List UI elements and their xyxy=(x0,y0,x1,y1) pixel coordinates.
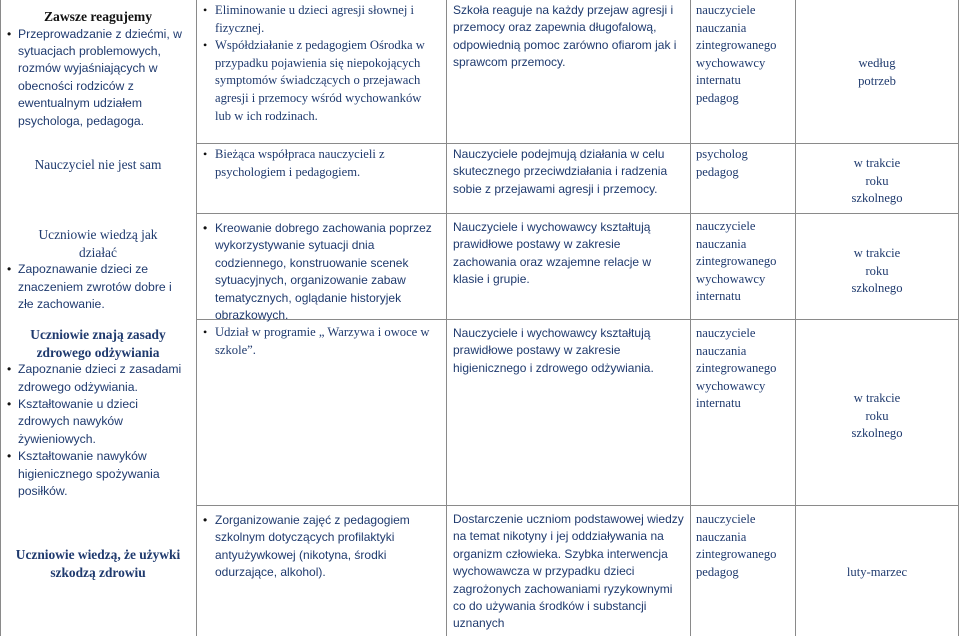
col2-row3 xyxy=(198,220,444,360)
responsible-line: nauczania xyxy=(696,20,747,35)
col5-row3 xyxy=(797,245,957,298)
goal-text: Nauczyciele podejmują działania w celu skutecznego przeciwdziałania i radzenia sobie z przejawami agresji i przemocy. xyxy=(453,147,668,196)
responsible-line: wychowawcy xyxy=(696,271,766,286)
row-divider xyxy=(196,143,959,144)
col1-section-healthy-eating xyxy=(2,326,194,500)
section-title: Uczniowie wiedzą, że używki szkodzą zdrowiu xyxy=(15,547,181,580)
responsible-line: wychowawcy xyxy=(696,55,766,70)
col1-section-teacher xyxy=(2,156,194,174)
column-divider xyxy=(690,0,691,636)
col1-section-substances xyxy=(2,546,194,581)
col4-row1 xyxy=(692,2,794,108)
responsible-line: psycholog xyxy=(696,147,748,161)
col3-row5 xyxy=(449,511,689,633)
deadline-line: szkolnego xyxy=(851,191,903,206)
section-title: Uczniowie wiedzą jak działać xyxy=(38,227,158,260)
list-item: • Udział w programie „ Warzywa i owoce w szkole”. xyxy=(202,324,440,359)
responsible-line: wychowawcy xyxy=(696,378,766,393)
responsible-line: nauczania xyxy=(696,236,747,251)
list-item: • Eliminowanie u dzieci agresji słownej i fizycznej. xyxy=(202,2,440,37)
goal-text: Szkoła reaguje na każdy przejaw agresji i przemocy oraz zapewnia długofalową, odpowiednią pomoc zarówno ofiarom jak i sprawcom przemocy. xyxy=(453,3,677,70)
col3-row2 xyxy=(449,146,689,198)
responsible-line: zintegrowanego xyxy=(696,38,777,53)
list-item: • Kreowanie dobrego zachowania poprzez wykorzystywanie sytuacji dnia codziennego, konstruowanie scenek sytuacyjnych, organizowanie zabaw tematycznych, oglądanie historyjek obrazkowych. xyxy=(202,220,440,324)
row-divider xyxy=(196,505,959,506)
col5-row1 xyxy=(797,55,957,90)
responsible-line: internatu xyxy=(696,73,741,88)
list-item: • Bieżąca współpraca nauczycieli z psychologiem i pedagogiem. xyxy=(202,146,440,181)
col4-row3 xyxy=(692,218,794,306)
list-item: • Kształtowanie nawyków higienicznego spożywania posiłków. xyxy=(6,448,190,500)
goal-text: Nauczyciele i wychowawcy kształtują prawidłowe postawy w zakresie zachowania oraz wzajemne relacje w klasie i grupie. xyxy=(453,220,652,287)
col5-row2 xyxy=(797,155,957,208)
col5-row5 xyxy=(797,564,957,582)
goal-text: Nauczyciele i wychowawcy kształtują prawidłowe postawy w zakresie higienicznego i zdrowego odżywiania. xyxy=(453,326,654,375)
section-title: Zawsze reagujemy xyxy=(43,9,153,24)
responsible-line: nauczyciele xyxy=(696,219,756,233)
col1-section-know-how xyxy=(2,226,194,313)
col2-row2 xyxy=(198,146,444,181)
responsible-line: nauczyciele xyxy=(696,3,756,17)
deadline-line: luty-marzec xyxy=(846,565,908,579)
section-title: Nauczyciel nie jest sam xyxy=(34,157,162,172)
row-divider xyxy=(196,213,959,214)
list-item: • Współdziałanie z pedagogiem Ośrodka w przypadku pojawienia się niepokojących symptomów świadczących o przejawach agresji i przemocy wśród wychowanków lub w ich rodzinach. xyxy=(202,37,440,125)
col1-section-always-react xyxy=(2,8,194,130)
col3-row3 xyxy=(449,219,689,289)
col2-row1 xyxy=(198,2,444,125)
deadline-line: w trakcie xyxy=(853,391,901,405)
list-item: • Przeprowadzanie z dziećmi, w sytuacjach problemowych, rozmów wyjaśniających w obecności rodziców z ewentualnym udziałem psychologa, pedagoga. xyxy=(6,26,190,130)
responsible-line: nauczania xyxy=(696,529,747,544)
table-border-right xyxy=(958,0,959,636)
responsible-line: internatu xyxy=(696,289,741,304)
list-item: • Zapoznanie dzieci z zasadami zdrowego odżywiania. xyxy=(6,361,190,396)
deadline-line: w trakcie xyxy=(853,246,901,260)
responsible-line: nauczania xyxy=(696,343,747,358)
deadline-line: według xyxy=(858,56,896,70)
responsible-line: zintegrowanego xyxy=(696,254,777,269)
col4-row2 xyxy=(692,146,794,181)
responsible-line: nauczyciele xyxy=(696,326,756,340)
col3-row1 xyxy=(449,2,689,72)
col4-row5 xyxy=(692,511,794,581)
deadline-line: roku xyxy=(865,408,889,423)
responsible-line: zintegrowanego xyxy=(696,547,777,562)
column-divider xyxy=(446,0,447,636)
deadline-line: szkolnego xyxy=(851,281,903,296)
responsible-line: internatu xyxy=(696,396,741,411)
col2-row5 xyxy=(198,512,444,582)
responsible-line: pedagog xyxy=(696,164,739,179)
column-divider xyxy=(196,0,197,636)
responsible-line: pedagog xyxy=(696,564,739,579)
list-item: • Zapoznawanie dzieci ze znaczeniem zwrotów dobre i złe zachowanie. xyxy=(6,261,190,313)
responsible-line: nauczyciele xyxy=(696,512,756,526)
deadline-line: roku xyxy=(865,173,889,188)
col4-row4 xyxy=(692,325,794,413)
list-item: • Zorganizowanie zajęć z pedagogiem szkolnym dotyczących profilaktyki antyużywkowej (nikotyna, środki odurzające, alkohol). xyxy=(202,512,440,582)
col5-row4 xyxy=(797,390,957,443)
table-border-left xyxy=(0,0,1,636)
section-title: Uczniowie znają zasady zdrowego odżywiania xyxy=(30,327,166,360)
deadline-line: w trakcie xyxy=(853,156,901,170)
deadline-line: potrzeb xyxy=(858,73,896,88)
goal-text: Dostarczenie uczniom podstawowej wiedzy na temat nikotyny i jej oddziaływania na organizm człowieka. Szybka interwencja wychowawcza w przypadku dzieci zagrożonych zachowaniami ryzykownymi co do używania środków i substancji uznanych xyxy=(453,512,684,631)
col3-row4 xyxy=(449,325,689,377)
deadline-line: szkolnego xyxy=(851,426,903,441)
list-item: • Kształtowanie u dzieci zdrowych nawyków żywieniowych. xyxy=(6,396,190,448)
column-divider xyxy=(795,0,796,636)
responsible-line: zintegrowanego xyxy=(696,361,777,376)
responsible-line: pedagog xyxy=(696,90,739,105)
deadline-line: roku xyxy=(865,263,889,278)
